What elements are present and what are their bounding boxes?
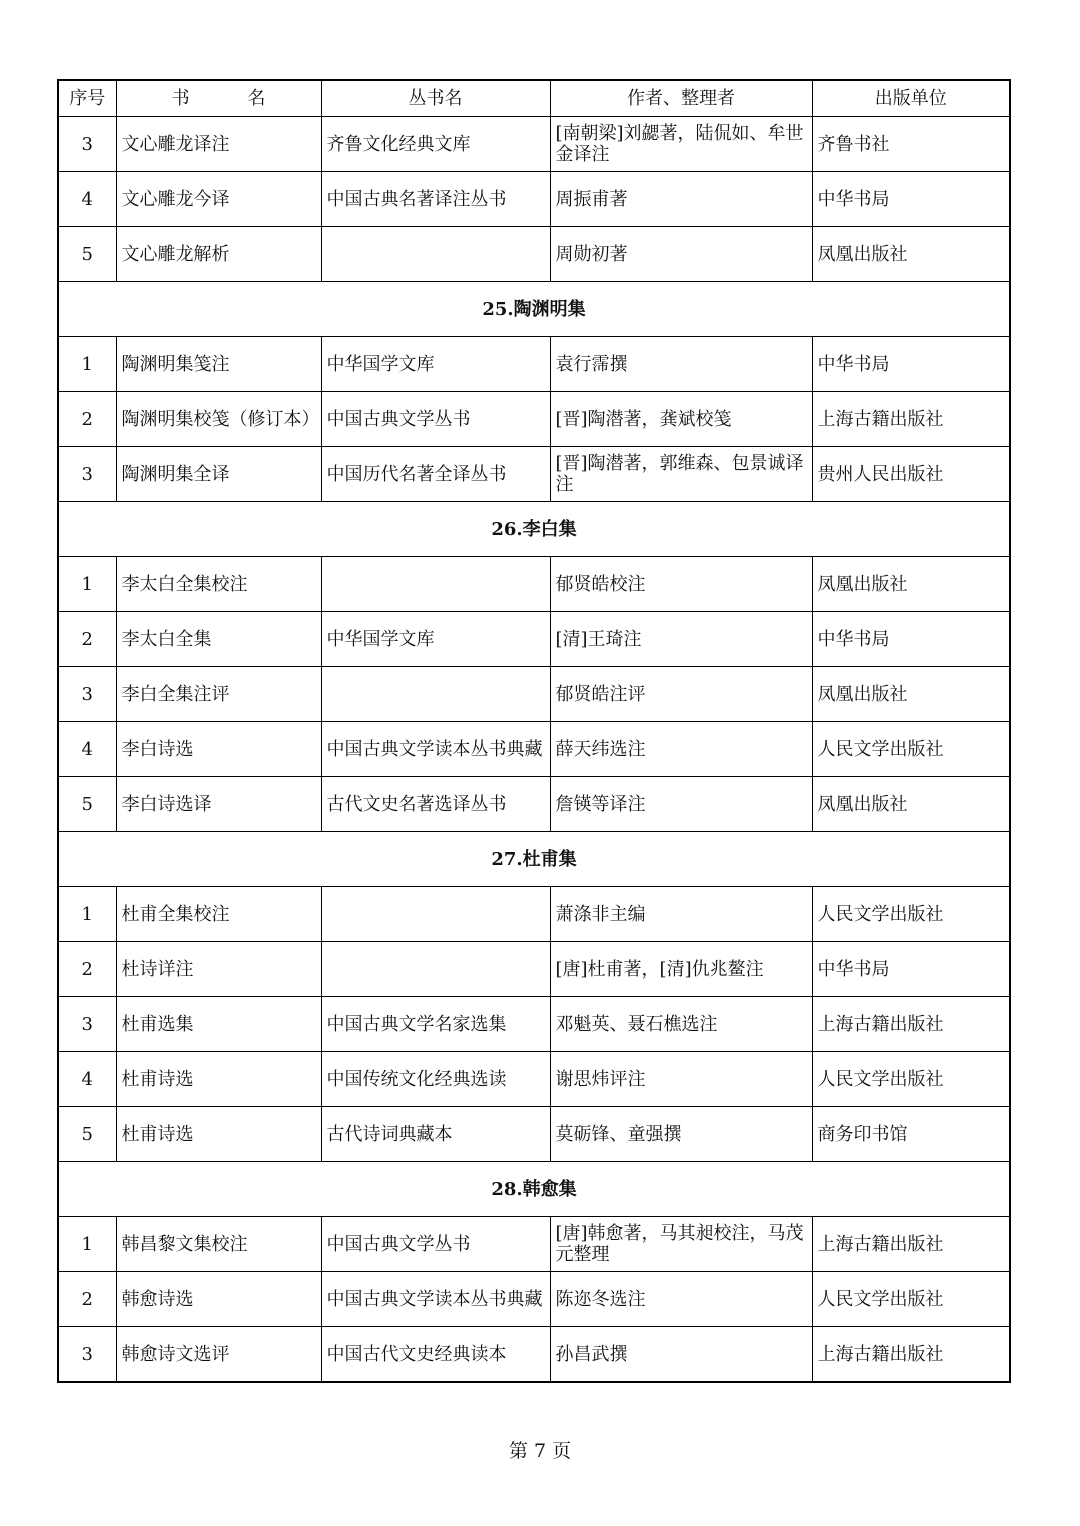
cell-title: 李太白全集	[116, 612, 321, 667]
cell-publisher: 贵州人民出版社	[812, 447, 1010, 502]
table-row	[58, 1107, 1010, 1162]
cell-author: 袁行霈撰	[550, 337, 812, 392]
section-heading-row	[58, 282, 1010, 337]
cell-series: 中国古典文学名家选集	[321, 997, 550, 1052]
cell-series	[321, 667, 550, 722]
cell-series: 中国古典文学读本丛书典藏	[321, 722, 550, 777]
cell-series: 齐鲁文化经典文库	[321, 117, 550, 172]
cell-author: 陈迩冬选注	[550, 1272, 812, 1327]
cell-title: 陶渊明集笺注	[116, 337, 321, 392]
table-row	[58, 392, 1010, 447]
table-row	[58, 997, 1010, 1052]
cell-publisher: 中华书局	[812, 172, 1010, 227]
cell-publisher: 中华书局	[812, 612, 1010, 667]
cell-index: 2	[58, 1272, 116, 1327]
book-list-table	[57, 79, 1011, 1383]
cell-publisher: 人民文学出版社	[812, 887, 1010, 942]
cell-series: 中国传统文化经典选读	[321, 1052, 550, 1107]
table-row	[58, 1327, 1010, 1383]
cell-index: 1	[58, 557, 116, 612]
cell-author: 詹锳等译注	[550, 777, 812, 832]
cell-series: 古代文史名著选译丛书	[321, 777, 550, 832]
header-title-text: 书 名	[171, 88, 292, 109]
section-heading: 26.李白集	[58, 502, 1010, 557]
table-row	[58, 447, 1010, 502]
header-series: 丛书名	[321, 80, 550, 117]
cell-index: 1	[58, 887, 116, 942]
cell-author: [晋]陶潜著，龚斌校笺	[550, 392, 812, 447]
table-row	[58, 612, 1010, 667]
cell-author: [唐]韩愈著，马其昶校注，马茂元整理	[550, 1217, 812, 1272]
table-row	[58, 172, 1010, 227]
cell-series: 中国古典文学读本丛书典藏	[321, 1272, 550, 1327]
cell-series: 中国古典文学丛书	[321, 1217, 550, 1272]
header-row	[58, 80, 1010, 117]
cell-title: 李太白全集校注	[116, 557, 321, 612]
table-row	[58, 227, 1010, 282]
cell-publisher: 凤凰出版社	[812, 667, 1010, 722]
table-row	[58, 1272, 1010, 1327]
cell-author: 邓魁英、聂石樵选注	[550, 997, 812, 1052]
cell-title: 李白诗选译	[116, 777, 321, 832]
table-row	[58, 667, 1010, 722]
cell-title: 杜甫诗选	[116, 1107, 321, 1162]
cell-publisher: 上海古籍出版社	[812, 1327, 1010, 1383]
cell-author: 谢思炜评注	[550, 1052, 812, 1107]
cell-author: 萧涤非主编	[550, 887, 812, 942]
cell-index: 2	[58, 612, 116, 667]
cell-title: 杜甫选集	[116, 997, 321, 1052]
table-row	[58, 117, 1010, 172]
cell-series: 中华国学文库	[321, 612, 550, 667]
cell-series	[321, 557, 550, 612]
cell-index: 3	[58, 1327, 116, 1383]
header-title	[116, 80, 321, 117]
section-heading: 27.杜甫集	[58, 832, 1010, 887]
cell-author: 周勋初著	[550, 227, 812, 282]
header-publisher: 出版单位	[812, 80, 1010, 117]
cell-publisher: 商务印书馆	[812, 1107, 1010, 1162]
cell-publisher: 中华书局	[812, 337, 1010, 392]
cell-index: 3	[58, 667, 116, 722]
table-row	[58, 887, 1010, 942]
cell-title: 陶渊明集全译	[116, 447, 321, 502]
cell-index: 2	[58, 942, 116, 997]
cell-title: 李白全集注评	[116, 667, 321, 722]
cell-series: 古代诗词典藏本	[321, 1107, 550, 1162]
cell-publisher: 上海古籍出版社	[812, 392, 1010, 447]
table-header	[58, 80, 1010, 117]
cell-series: 中国古典名著译注丛书	[321, 172, 550, 227]
header-author: 作者、整理者	[550, 80, 812, 117]
cell-title: 李白诗选	[116, 722, 321, 777]
cell-publisher: 凤凰出版社	[812, 227, 1010, 282]
table-row	[58, 557, 1010, 612]
table-row	[58, 1217, 1010, 1272]
cell-title: 陶渊明集校笺（修订本）	[116, 392, 321, 447]
cell-index: 4	[58, 172, 116, 227]
cell-title: 韩愈诗文选评	[116, 1327, 321, 1383]
cell-index: 2	[58, 392, 116, 447]
cell-publisher: 人民文学出版社	[812, 722, 1010, 777]
table-row	[58, 777, 1010, 832]
cell-publisher: 齐鲁书社	[812, 117, 1010, 172]
cell-title: 杜诗详注	[116, 942, 321, 997]
cell-publisher: 凤凰出版社	[812, 557, 1010, 612]
cell-series	[321, 942, 550, 997]
cell-index: 1	[58, 1217, 116, 1272]
cell-author: 莫砺锋、童强撰	[550, 1107, 812, 1162]
cell-author: 郁贤皓注评	[550, 667, 812, 722]
cell-publisher: 上海古籍出版社	[812, 1217, 1010, 1272]
cell-series: 中华国学文库	[321, 337, 550, 392]
section-heading-row	[58, 1162, 1010, 1217]
cell-series: 中国古典文学丛书	[321, 392, 550, 447]
cell-publisher: 人民文学出版社	[812, 1272, 1010, 1327]
cell-index: 5	[58, 777, 116, 832]
cell-title: 文心雕龙译注	[116, 117, 321, 172]
cell-series	[321, 227, 550, 282]
table-row	[58, 722, 1010, 777]
cell-title: 文心雕龙解析	[116, 227, 321, 282]
table-body	[58, 117, 1010, 1383]
cell-publisher: 人民文学出版社	[812, 1052, 1010, 1107]
cell-index: 4	[58, 1052, 116, 1107]
section-heading-row	[58, 832, 1010, 887]
cell-index: 1	[58, 337, 116, 392]
cell-index: 3	[58, 997, 116, 1052]
section-heading: 25.陶渊明集	[58, 282, 1010, 337]
cell-author: 薛天纬选注	[550, 722, 812, 777]
cell-author: [晋]陶潜著，郭维森、包景诚译注	[550, 447, 812, 502]
section-heading-row	[58, 502, 1010, 557]
cell-author: 郁贤皓校注	[550, 557, 812, 612]
cell-publisher: 中华书局	[812, 942, 1010, 997]
cell-title: 文心雕龙今译	[116, 172, 321, 227]
cell-author: 孙昌武撰	[550, 1327, 812, 1383]
cell-index: 3	[58, 447, 116, 502]
cell-index: 4	[58, 722, 116, 777]
cell-title: 杜甫诗选	[116, 1052, 321, 1107]
cell-author: 周振甫著	[550, 172, 812, 227]
cell-index: 3	[58, 117, 116, 172]
section-heading: 28.韩愈集	[58, 1162, 1010, 1217]
cell-author: [清]王琦注	[550, 612, 812, 667]
cell-title: 韩昌黎文集校注	[116, 1217, 321, 1272]
cell-series: 中国古代文史经典读本	[321, 1327, 550, 1383]
page-number: 第 7 页	[508, 1440, 572, 1462]
cell-series: 中国历代名著全译丛书	[321, 447, 550, 502]
table-row	[58, 942, 1010, 997]
cell-author: [南朝梁]刘勰著，陆侃如、牟世金译注	[550, 117, 812, 172]
cell-index: 5	[58, 1107, 116, 1162]
table-row	[58, 1052, 1010, 1107]
header-index: 序号	[58, 80, 116, 117]
cell-publisher: 上海古籍出版社	[812, 997, 1010, 1052]
cell-title: 韩愈诗选	[116, 1272, 321, 1327]
cell-author: [唐]杜甫著，[清]仇兆鳌注	[550, 942, 812, 997]
table-row	[58, 337, 1010, 392]
cell-title: 杜甫全集校注	[116, 887, 321, 942]
cell-publisher: 凤凰出版社	[812, 777, 1010, 832]
cell-index: 5	[58, 227, 116, 282]
cell-series	[321, 887, 550, 942]
